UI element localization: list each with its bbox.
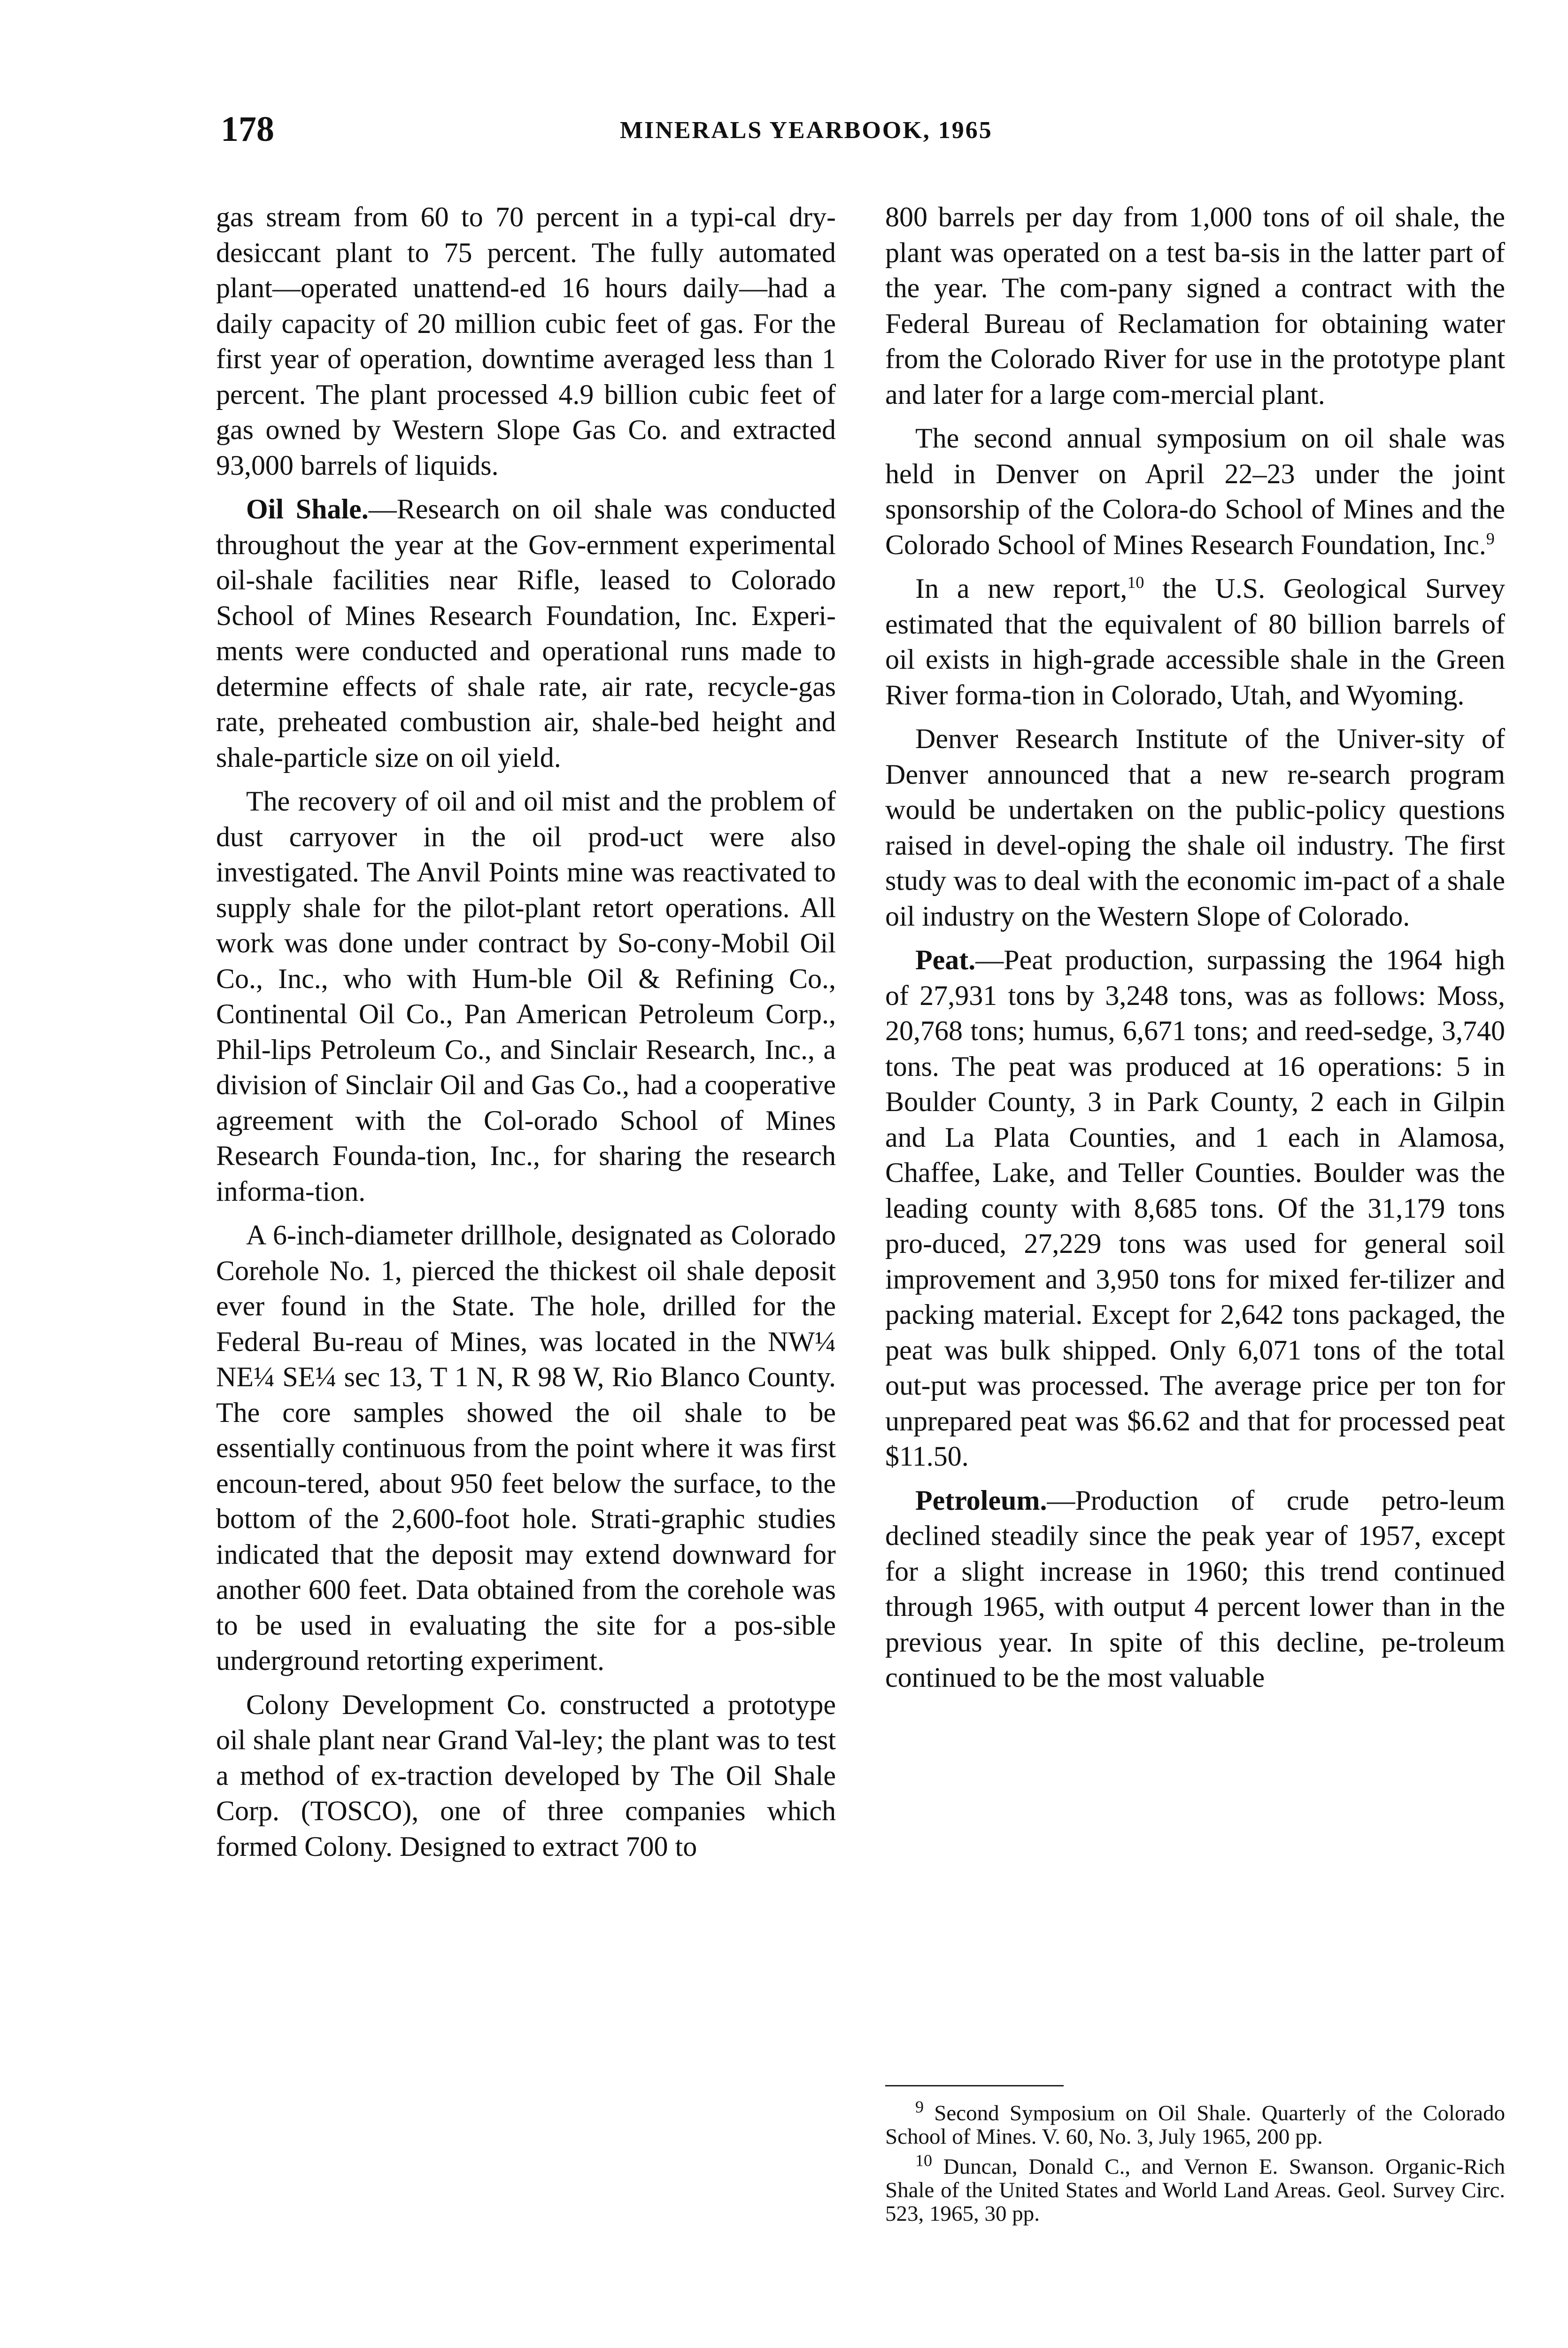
section-lead-peat: Peat. [915, 944, 976, 975]
paragraph-petroleum [885, 1483, 1505, 1696]
paragraph-colony-continued: 800 barrels per day from 1,000 tons of oil shale, the plant was operated on a test ba-sis in the latter part of the year. The com-pany signed a contract with the Federal Bureau of Reclamation for obtaining water from the Colorado River for use in the prototype plant and later for a large com-mercial plant. [885, 201, 1505, 410]
oil-shale-text: —Research on oil shale was conducted throughout the year at the Gov-ernment experimental oil-shale facilities near Rifle, leased to Colorado School of Mines Research Foundation, Inc. Experi-ments were conducted and operational runs made to determine effects of shale rate, air rate, recycle-gas rate, preheated combustion air, shale-bed height and shale-particle size on oil yield. [216, 494, 836, 773]
paragraph-oil-mist: The recovery of oil and oil mist and the problem of dust carryover in the oil prod-uct were also investigated. The Anvil Points mine was reactivated to supply shale for the pilot-plant retort operations. All work was done under contract by So-cony-Mobil Oil Co., Inc., who with Hum-ble Oil & Refining Co., Continental Oil Co., Pan American Petroleum Corp., Phil-lips Petroleum Co., and Sinclair Research, Inc., a division of Sinclair Oil and Gas Co., had a cooperative agreement with the Col-orado School of Mines Research Founda-tion, Inc., for sharing the research informa-tion. [216, 786, 836, 1207]
footnote-10 [885, 2151, 1505, 2226]
section-lead-petroleum: Petroleum. [915, 1484, 1047, 1516]
footnote-reference-10: 10 [1127, 573, 1144, 592]
footnote-divider [885, 2085, 1064, 2086]
petroleum-text: —Production of crude petro-leum declined steadily since the peak year of 1957, except for a slight increase in 1960; this trend continued through 1965, with output 4 percent lower than in the previous year. In spite of this decline, pe-troleum continued to be the most valuable [885, 1484, 1505, 1693]
symposium-text: The second annual symposium on oil shale was held in Denver on April 22–23 under the joint sponsorship of the Colora-do School of Mines and the Colorado School of Mines Research Foundation, Inc. [885, 423, 1505, 560]
paragraph-peat [885, 942, 1505, 1475]
paragraph-denver-research: Denver Research Institute of the Univer-sity of Denver announced that a new re-search program would be undertaken on the public-policy questions raised in devel-oping the shale oil industry. The first study was to deal with the economic im-pact of a shale oil industry on the Western Slope of Colorado. [885, 723, 1505, 932]
paragraph-gas-plant: gas stream from 60 to 70 percent in a typi-cal dry-desiccant plant to 75 percent. The fully automated plant—operated unattend-ed 16 hours daily—had a daily capacity of 20 million cubic feet of gas. For the first year of operation, downtime averaged less than 1 percent. The plant processed 4.9 billion cubic feet of gas owned by Western Slope Gas Co. and extracted 93,000 barrels of liquids. [216, 201, 836, 481]
footnote-text: Second Symposium on Oil Shale. Quarterly of the Colorado School of Mines. V. 60, No. 3, July 1965, 200 pp. [885, 2101, 1505, 2149]
paragraph-usgs-report [885, 571, 1505, 713]
paragraph-corehole: A 6-inch-diameter drillhole, designated as Colorado Corehole No. 1, pierced the thickest oil shale deposit ever found in the State. The hole, drilled for the Federal Bu-reau of Mines, was located in the NW¼ NE¼ SE¼ sec 13, T 1 N, R 98 W, Rio Blanco County. The core samples showed the oil shale to be essentially continuous from the point where it was first encoun-tered, about 950 feet below the surface, to the bottom of the 2,600-foot hole. Strati-graphic studies indicated that the deposit may extend downward for another 600 feet. Data obtained from the corehole was to be used in evaluating the site for a pos-sible underground retorting experiment. [216, 1220, 836, 1676]
paragraph-colony: Colony Development Co. constructed a prototype oil shale plant near Grand Val-ley; the plant was to test a method of ex-traction developed by The Oil Shale Corp. (TOSCO), one of three companies which formed Colony. Designed to extract 700 to [216, 1689, 836, 1862]
peat-text: —Peat production, surpassing the 1964 high of 27,931 tons by 3,248 tons, was as follows: Moss, 20,768 tons; humus, 6,671 tons; and reed-sedge, 3,740 tons. The peat was produced at 16 operations: 5 in Boulder County, 3 in Park County, 2 each in Gilpin and La Plata Counties, and 1 each in Alamosa, Chaffee, Lake, and Teller Counties. Boulder was the leading county with 8,685 tons. Of the 31,179 tons pro-duced, 27,229 tons was used for general soil improvement and 3,950 tons for mixed fer-tilizer and packing material. Except for 2,642 tons packaged, the peat was bulk shipped. Only 6,071 tons of the total out-put was processed. The average price per ton for unprepared peat was $6.62 and that for processed peat $11.50. [885, 944, 1505, 1472]
page-header [221, 108, 1526, 150]
running-title: MINERALS YEARBOOK, 1965 [620, 117, 993, 144]
paragraph-symposium [885, 421, 1505, 563]
footnote-reference-9: 9 [1486, 529, 1495, 548]
footnote-text: Duncan, Donald C., and Vernon E. Swanson. Organic-Rich Shale of the United States and World Land Areas. Geol. Survey Circ. 523, 1965, 30 pp. [885, 2155, 1505, 2226]
footnotes [885, 2097, 1505, 2232]
footnote-mark: 10 [915, 2151, 932, 2170]
footnote-mark: 9 [915, 2097, 924, 2116]
paragraph-oil-shale [216, 492, 836, 775]
footnote-9 [885, 2097, 1505, 2149]
section-lead-oil-shale: Oil Shale. [246, 494, 369, 525]
page-number: 178 [221, 109, 274, 149]
right-column [885, 200, 1505, 1704]
left-column [216, 200, 836, 1873]
usgs-text-end: the U.S. Geological Survey estimated that the equivalent of 80 billion barrels of oil exists in high-grade accessible shale in the Green River forma-tion in Colorado, Utah, and Wyoming. [885, 573, 1505, 711]
usgs-text-start: In a new report, [915, 573, 1128, 604]
